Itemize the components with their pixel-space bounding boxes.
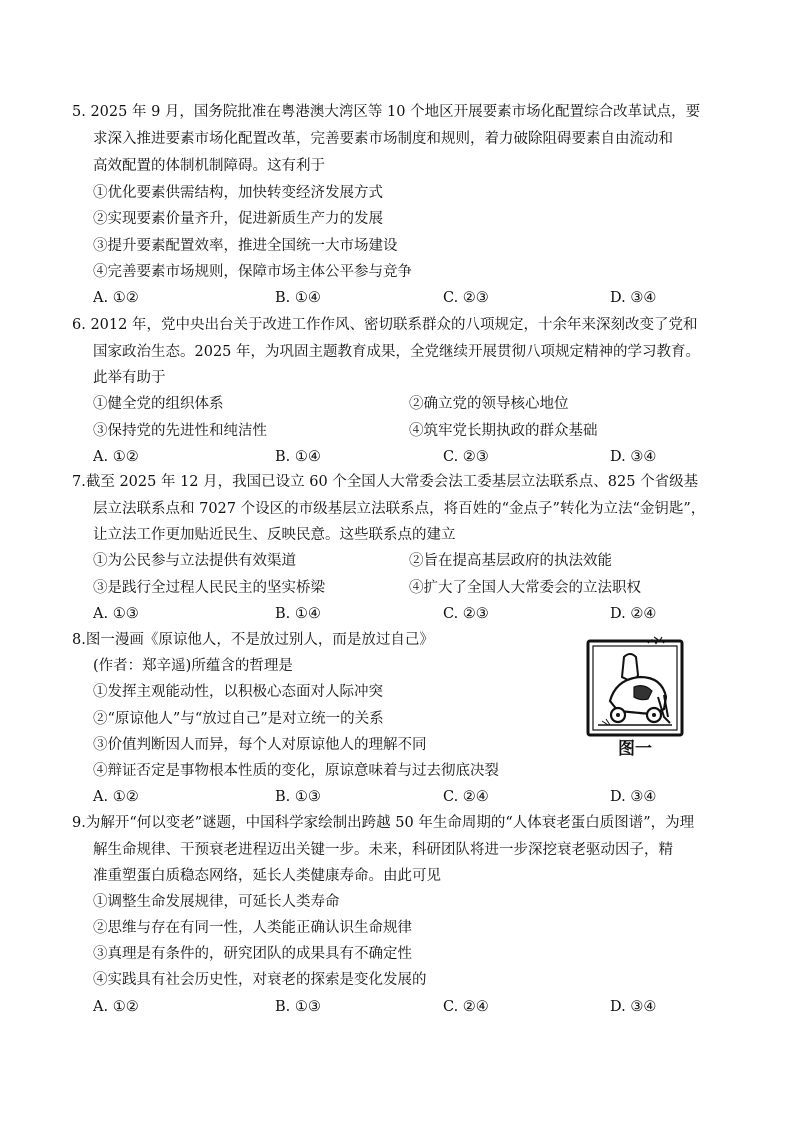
q6-choice-c: C. ②③ (443, 449, 489, 465)
cartoon-figure (584, 635, 686, 763)
q9-choice-d: D. ③④ (610, 999, 657, 1015)
q6-stem-line-2: 国家政治生态。2025 年，为巩固主题教育成果，全党继续开展贯彻八项规定精神的学习教育。 (93, 344, 701, 360)
cartoon-drawing (584, 635, 686, 739)
q7-stem-line-1: 7.截至 2025 年 12 月，我国已设立 60 个全国人大常委会法工委基层立法联系点、825 个省级基 (72, 474, 699, 490)
q6-item-2: ②确立党的领导核心地位 (409, 396, 569, 412)
q7-item-2: ②旨在提高基层政府的执法效能 (409, 553, 612, 569)
q9-item-3: ③真理是有条件的，研究团队的成果具有不确定性 (93, 946, 412, 962)
q5-item-3: ③提升要素配置效率，推进全国统一大市场建设 (93, 238, 398, 254)
q7-choice-b: B. ①④ (275, 606, 321, 622)
q9-item-4: ④实践具有社会历史性，对衰老的探索是变化发展的 (93, 972, 427, 988)
q6-item-3: ③保持党的先进性和纯洁性 (93, 423, 267, 439)
q7-item-3: ③是践行全过程人民民主的坚实桥梁 (93, 580, 325, 596)
q5-choice-c: C. ②③ (443, 290, 489, 306)
q6-item-4: ④筑牢党长期执政的群众基础 (409, 423, 598, 439)
q6-stem-line-1: 6. 2012 年，党中央出台关于改进工作作风、密切联系群众的八项规定，十余年来深刻改变了党和 (72, 317, 698, 333)
q8-choice-d: D. ③④ (610, 789, 657, 805)
q5-choice-b: B. ①④ (275, 290, 321, 306)
q8-stem-line-2: (作者：郑辛遥)所蕴含的哲理是 (93, 658, 293, 674)
q8-item-1: ①发挥主观能动性，以积极心态面对人际冲突 (93, 684, 383, 700)
q9-choice-a: A. ①② (93, 999, 139, 1015)
q5-stem-line-3: 高效配置的体制机制障碍。这有利于 (93, 158, 325, 174)
q5-stem-line-2: 求深入推进要素市场化配置改革，完善要素市场制度和规则，着力破除阻碍要素自由流动和 (93, 131, 673, 147)
q5-stem-line-1: 5. 2025 年 9 月，国务院批准在粤港澳大湾区等 10 个地区开展要素市场化配置综合改革试点，要 (72, 104, 701, 120)
figure-caption: 图一 (618, 739, 652, 759)
q7-item-4: ④扩大了全国人大常委会的立法职权 (409, 580, 641, 596)
q5-choice-d: D. ③④ (610, 290, 657, 306)
q7-item-1: ①为公民参与立法提供有效渠道 (93, 553, 296, 569)
q5-item-1: ①优化要素供需结构，加快转变经济发展方式 (93, 185, 383, 201)
q7-choice-d: D. ②④ (610, 606, 657, 622)
q5-item-4: ④完善要素市场规则，保障市场主体公平参与竞争 (93, 264, 412, 280)
q7-stem-line-2: 层立法联系点和 7027 个设区的市级基层立法联系点，将百姓的“金点子”转化为立法“金钥匙”， (93, 501, 706, 517)
q6-item-1: ①健全党的组织体系 (93, 396, 224, 412)
q8-choice-a: A. ①② (93, 789, 139, 805)
q8-choice-c: C. ②④ (443, 789, 489, 805)
q9-stem-line-2: 解生命规律、干预衰老进程迈出关键一步。未来，科研团队将进一步深挖衰老驱动因子，精 (93, 842, 673, 858)
q7-choice-c: C. ②③ (443, 606, 489, 622)
q6-choice-d: D. ③④ (610, 449, 657, 465)
q8-choice-b: B. ①③ (275, 789, 321, 805)
q5-choice-a: A. ①② (93, 290, 139, 306)
q9-item-2: ②思维与存在有同一性，人类能正确认识生命规律 (93, 920, 412, 936)
q6-choice-b: B. ①④ (275, 449, 321, 465)
q8-item-4: ④辩证否定是事物根本性质的变化，原谅意味着与过去彻底决裂 (93, 763, 499, 779)
q7-stem-line-3: 让立法工作更加贴近民生、反映民意。这些联系点的建立 (93, 527, 456, 543)
q9-choice-c: C. ②④ (443, 999, 489, 1015)
q6-choice-a: A. ①② (93, 449, 139, 465)
q9-stem-line-3: 准重塑蛋白质稳态网络，延长人类健康寿命。由此可见 (93, 868, 441, 884)
q9-stem-line-1: 9.为解开“何以变老”谜题，中国科学家绘制出跨越 50 年生命周期的“人体衰老蛋白质图谱”，为理 (72, 815, 695, 831)
q8-item-3: ③价值判断因人而异，每个人对原谅他人的理解不同 (93, 737, 427, 753)
q9-item-1: ①调整生命发展规律，可延长人类寿命 (93, 894, 340, 910)
q8-item-2: ②“原谅他人”与“放过自己”是对立统一的关系 (93, 711, 384, 727)
q9-choice-b: B. ①③ (275, 999, 321, 1015)
q8-stem-line-1: 8.图一漫画《原谅他人，不是放过别人，而是放过自己》 (72, 632, 434, 648)
q7-choice-a: A. ①③ (93, 606, 139, 622)
q5-item-2: ②实现要素价量齐升，促进新质生产力的发展 (93, 211, 383, 227)
q6-stem-line-3: 此举有助于 (93, 370, 166, 386)
